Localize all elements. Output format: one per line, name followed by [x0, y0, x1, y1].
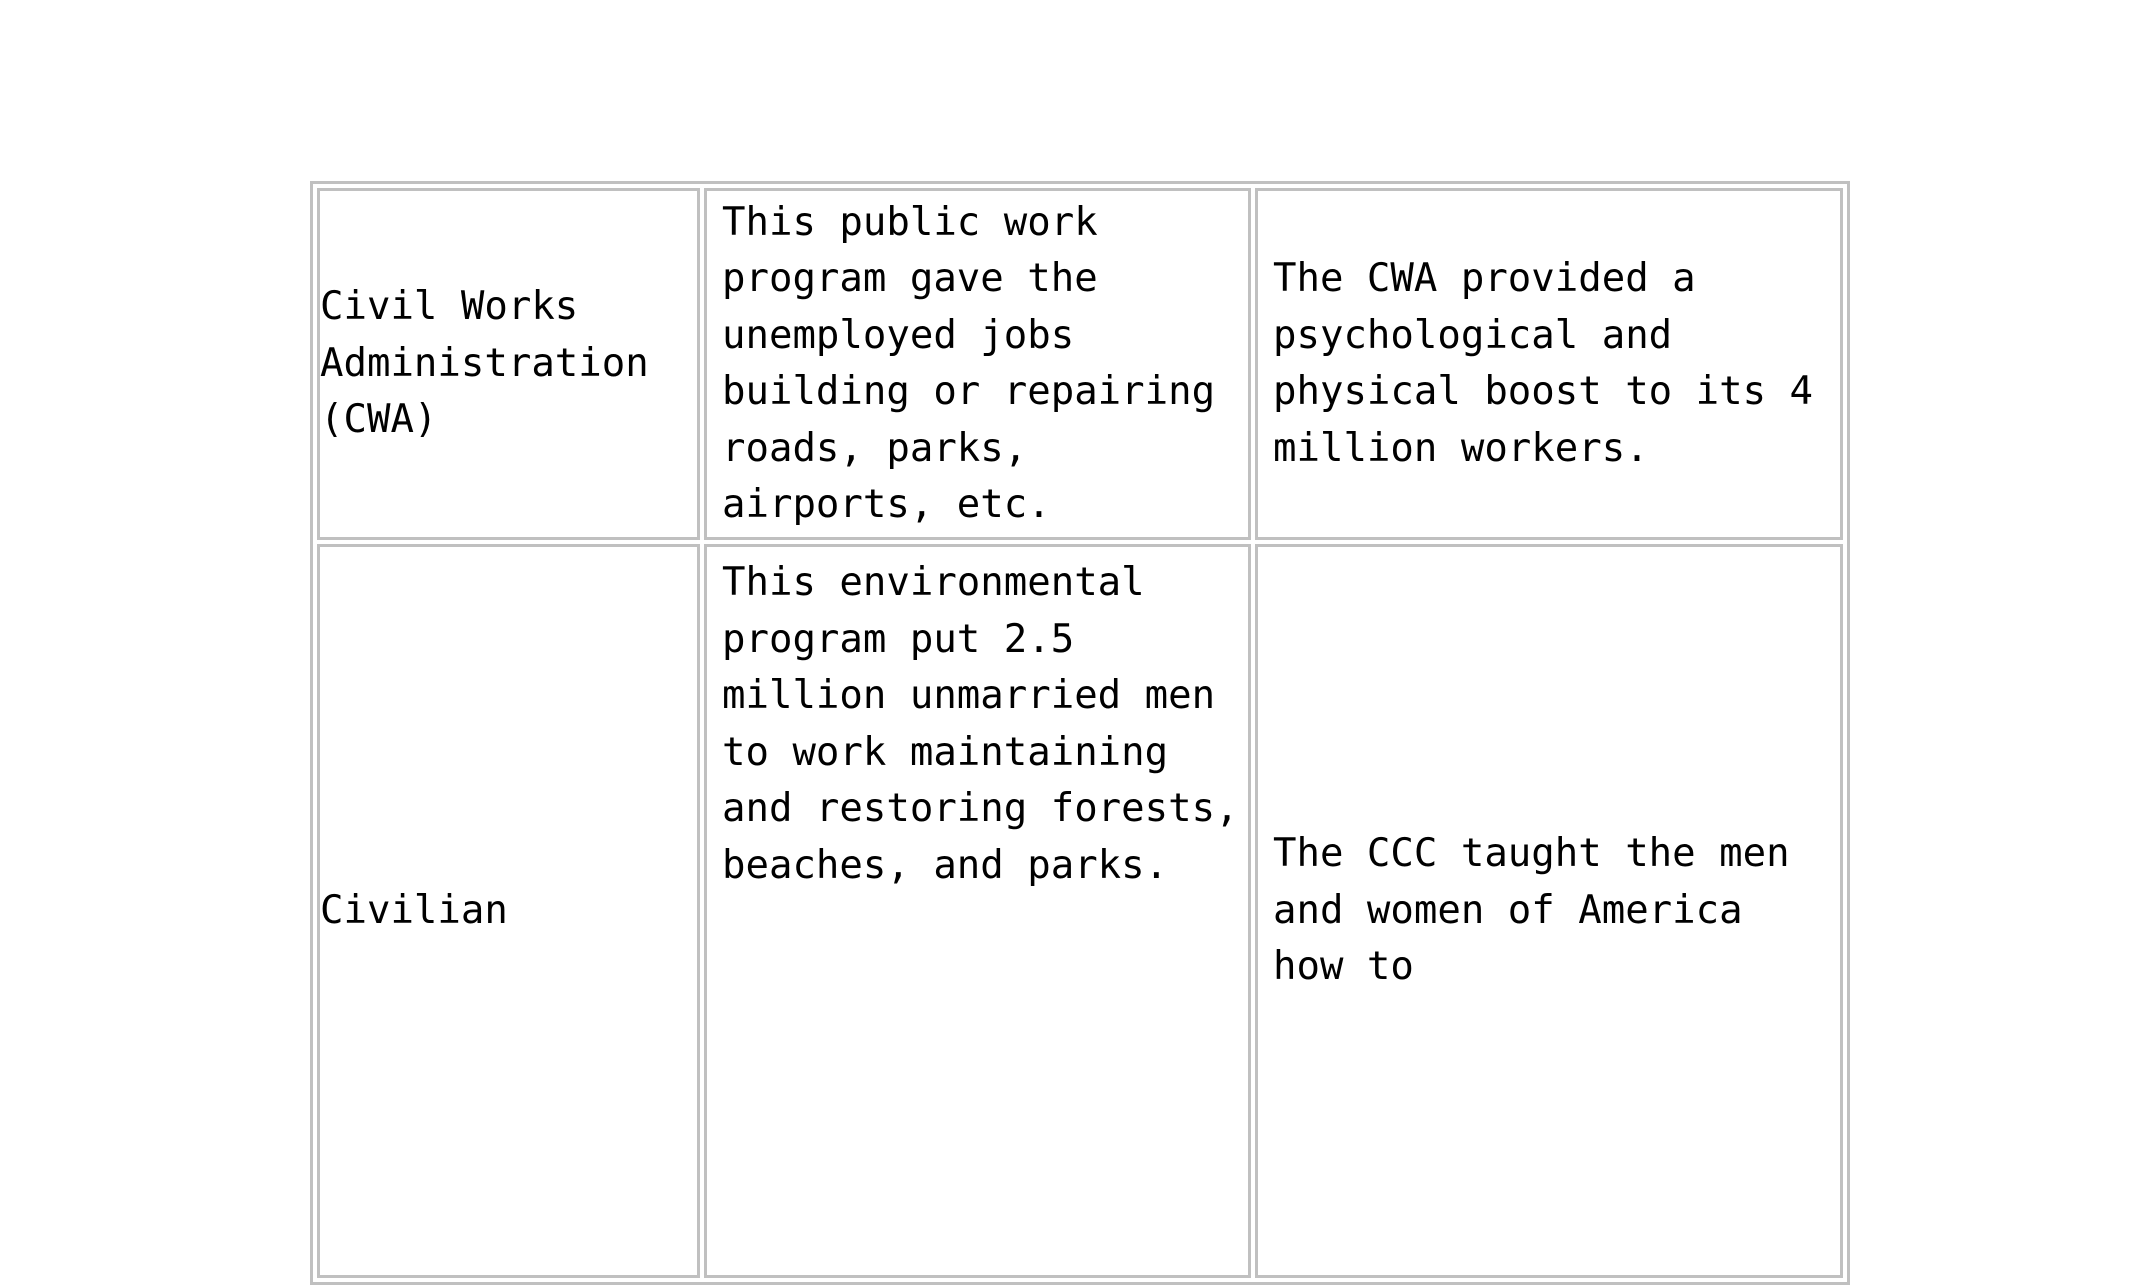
program-effect: The CCC taught the men and women of America how to — [1273, 831, 1790, 990]
program-description: This public work program gave the unemployed jobs building or repairing roads, parks, airports, etc. — [722, 199, 1216, 527]
table-row — [317, 544, 1843, 1278]
table-row — [317, 188, 1843, 540]
program-name: Civilian — [320, 887, 508, 933]
program-effect: The CWA provided a psychological and physical boost to its 4 million workers. — [1273, 256, 1814, 471]
program-name: Civil Works Administration (CWA) — [320, 284, 649, 443]
programs-table — [310, 181, 1850, 1285]
program-description-cell — [704, 188, 1251, 540]
program-effect-cell — [1255, 188, 1843, 540]
program-description: This environmental program put 2.5 million unmarried men to work maintaining and restoring forests, beaches, and parks. — [722, 560, 1239, 888]
program-effect-cell — [1255, 544, 1843, 1278]
program-description-cell — [704, 544, 1251, 1278]
program-name-cell — [317, 188, 700, 540]
program-name-cell — [317, 544, 700, 1278]
